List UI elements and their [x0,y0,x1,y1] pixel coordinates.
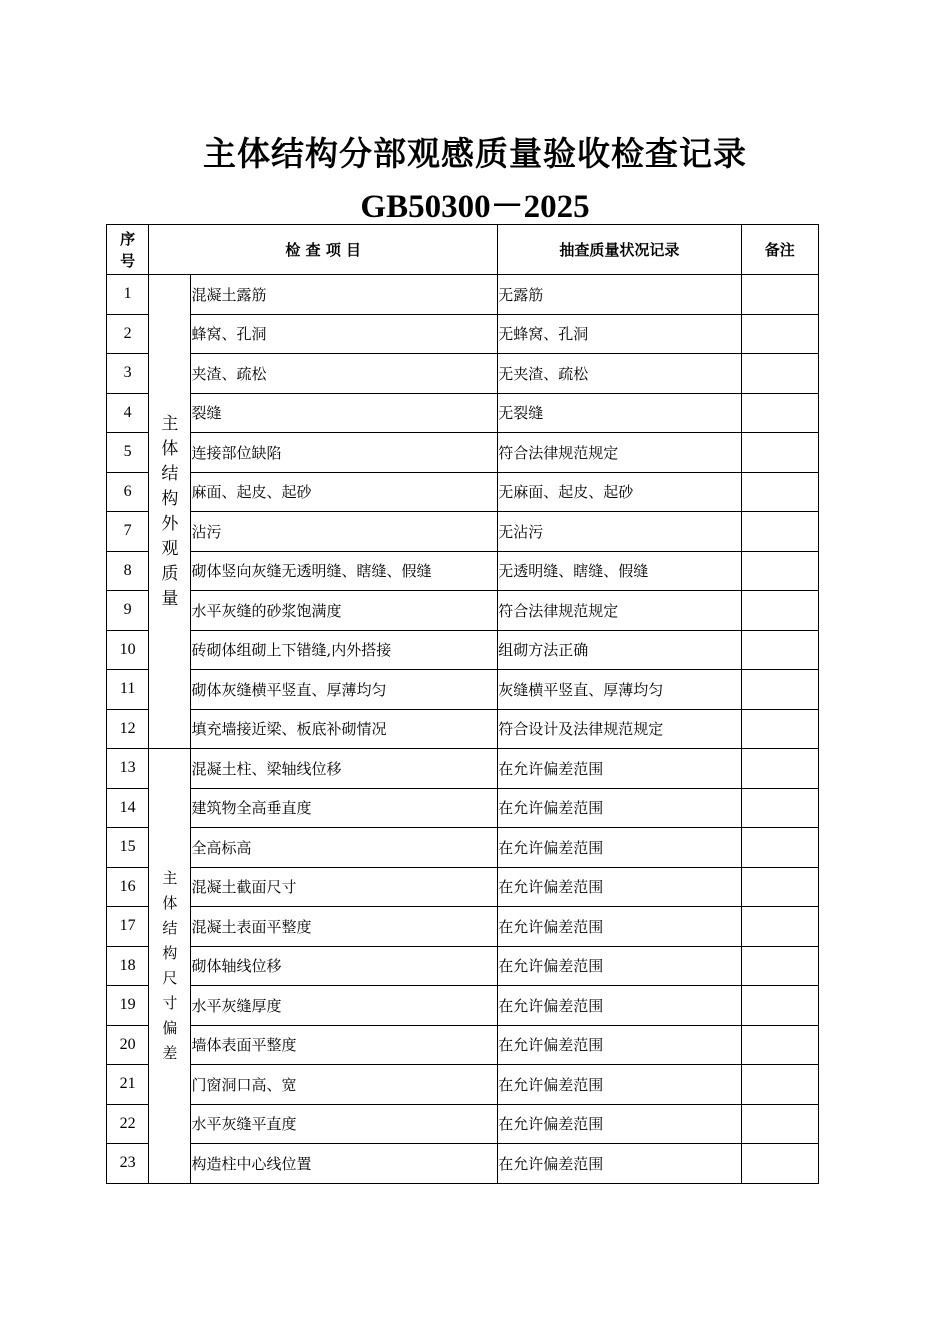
row-record: 在允许偏差范围 [498,788,741,828]
row-seq: 4 [107,393,149,433]
row-item: 夹渣、疏松 [191,354,498,394]
row-item: 蜂窝、孔洞 [191,314,498,354]
row-seq: 12 [107,709,149,749]
row-note[interactable] [741,749,818,789]
row-seq: 13 [107,749,149,789]
row-item: 麻面、起皮、起砂 [191,472,498,512]
row-item: 建筑物全高垂直度 [191,788,498,828]
row-item: 水平灰缝平直度 [191,1104,498,1144]
row-item: 填充墙接近梁、板底补砌情况 [191,709,498,749]
row-note[interactable] [741,551,818,591]
row-record: 在允许偏差范围 [498,749,741,789]
table-row [107,1104,819,1144]
group-label: 主体结构外观质量 [161,413,179,609]
table-row [107,867,819,907]
row-record: 灰缝横平竖直、厚薄均匀 [498,670,741,710]
table-row [107,433,819,473]
table-row [107,630,819,670]
row-seq: 23 [107,1144,149,1184]
row-record: 无蜂窝、孔洞 [498,314,741,354]
group-label-cell [149,749,191,1184]
row-record: 无沾污 [498,512,741,552]
document-title: 主体结构分部观感质量验收检查记录 [203,134,747,173]
row-record: 在允许偏差范围 [498,1144,741,1184]
row-seq: 10 [107,630,149,670]
table-header-row [107,225,819,275]
table-row [107,709,819,749]
row-record: 在允许偏差范围 [498,986,741,1026]
document-standard-code: GB50300－2025 [360,189,590,225]
row-seq: 18 [107,946,149,986]
row-record: 无露筋 [498,275,741,315]
row-note[interactable] [741,354,818,394]
row-seq: 19 [107,986,149,1026]
row-seq: 3 [107,354,149,394]
table-row [107,828,819,868]
row-record: 在允许偏差范围 [498,1104,741,1144]
table-row [107,788,819,828]
row-item: 砌体灰缝横平竖直、厚薄均匀 [191,670,498,710]
table-row [107,1144,819,1184]
row-record: 在允许偏差范围 [498,1065,741,1105]
table-row [107,354,819,394]
row-seq: 11 [107,670,149,710]
table-row [107,670,819,710]
group-label-cell [149,275,191,749]
row-seq: 15 [107,828,149,868]
group-label: 主体结构尺寸偏差 [162,868,178,1062]
row-seq: 22 [107,1104,149,1144]
row-seq: 8 [107,551,149,591]
row-item: 墙体表面平整度 [191,1025,498,1065]
row-note[interactable] [741,393,818,433]
table-row [107,907,819,947]
row-note[interactable] [741,986,818,1026]
row-note[interactable] [741,828,818,868]
row-note[interactable] [741,314,818,354]
row-note[interactable] [741,709,818,749]
row-note[interactable] [741,867,818,907]
row-seq: 1 [107,275,149,315]
row-seq: 2 [107,314,149,354]
inspection-record-table [106,224,819,1184]
row-seq: 7 [107,512,149,552]
row-seq: 21 [107,1065,149,1105]
header-record: 抽查质量状况记录 [498,225,741,275]
row-item: 砖砌体组砌上下错缝,内外搭接 [191,630,498,670]
header-item: 检 查 项 目 [149,225,498,275]
row-note[interactable] [741,1065,818,1105]
row-note[interactable] [741,1104,818,1144]
row-record: 在允许偏差范围 [498,946,741,986]
row-item: 混凝土表面平整度 [191,907,498,947]
row-seq: 9 [107,591,149,631]
row-record: 无夹渣、疏松 [498,354,741,394]
row-seq: 16 [107,867,149,907]
row-record: 组砌方法正确 [498,630,741,670]
row-note[interactable] [741,630,818,670]
row-note[interactable] [741,946,818,986]
row-note[interactable] [741,472,818,512]
row-seq: 5 [107,433,149,473]
row-record: 在允许偏差范围 [498,867,741,907]
row-item: 砌体轴线位移 [191,946,498,986]
table-row [107,472,819,512]
row-seq: 20 [107,1025,149,1065]
row-note[interactable] [741,591,818,631]
row-note[interactable] [741,512,818,552]
row-record: 符合设计及法律规范规定 [498,709,741,749]
row-record: 符合法律规范规定 [498,433,741,473]
table-row [107,749,819,789]
table-row [107,986,819,1026]
row-record: 在允许偏差范围 [498,1025,741,1065]
row-note[interactable] [741,907,818,947]
table-row [107,591,819,631]
row-record: 无裂缝 [498,393,741,433]
row-item: 门窗洞口高、宽 [191,1065,498,1105]
header-note: 备注 [741,225,818,275]
row-record: 符合法律规范规定 [498,591,741,631]
row-item: 混凝土截面尺寸 [191,867,498,907]
row-item: 连接部位缺陷 [191,433,498,473]
row-item: 混凝土露筋 [191,275,498,315]
row-item: 水平灰缝的砂浆饱满度 [191,591,498,631]
row-note[interactable] [741,1144,818,1184]
table-body [107,275,819,1184]
row-record: 无麻面、起皮、起砂 [498,472,741,512]
row-item: 全高标高 [191,828,498,868]
table-row [107,1065,819,1105]
header-seq: 序号 [107,225,149,275]
row-item: 裂缝 [191,393,498,433]
row-note[interactable] [741,275,818,315]
table-row [107,1025,819,1065]
row-record: 无透明缝、瞎缝、假缝 [498,551,741,591]
row-note[interactable] [741,1025,818,1065]
row-record: 在允许偏差范围 [498,828,741,868]
row-item: 砌体竖向灰缝无透明缝、瞎缝、假缝 [191,551,498,591]
row-note[interactable] [741,788,818,828]
table-row [107,393,819,433]
row-item: 构造柱中心线位置 [191,1144,498,1184]
table-row [107,512,819,552]
row-item: 水平灰缝厚度 [191,986,498,1026]
table-row [107,551,819,591]
row-item: 混凝土柱、梁轴线位移 [191,749,498,789]
table-row [107,946,819,986]
table-row [107,314,819,354]
row-note[interactable] [741,433,818,473]
row-note[interactable] [741,670,818,710]
row-record: 在允许偏差范围 [498,907,741,947]
row-item: 沾污 [191,512,498,552]
row-seq: 14 [107,788,149,828]
row-seq: 6 [107,472,149,512]
row-seq: 17 [107,907,149,947]
table-row [107,275,819,315]
